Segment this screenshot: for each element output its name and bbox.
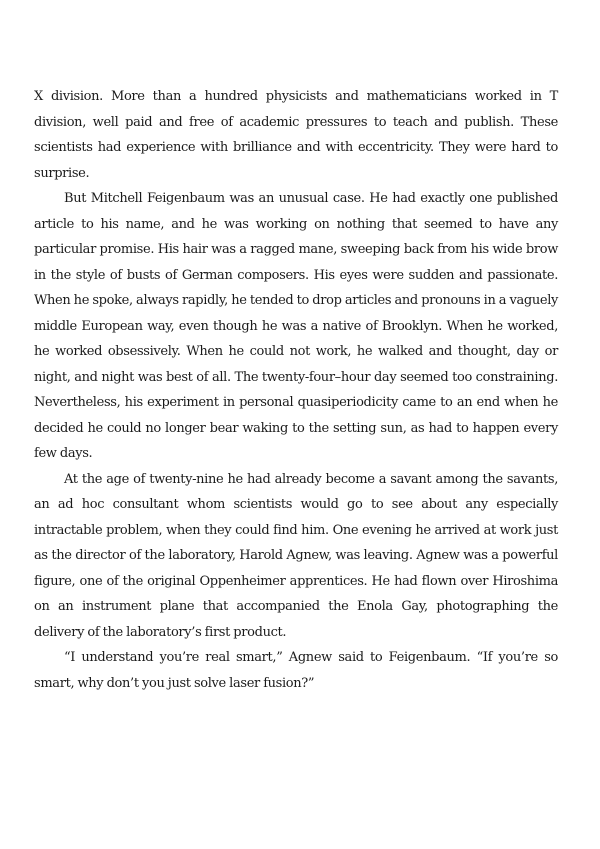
paragraph-2: But Mitchell Feigenbaum was an unusual case. He had exactly one published article to his name, and he was working on nothing that seemed to have any particular promise. His hair was a ragged mane, sweeping back from his wide brow in the style of busts of German composers. His eyes were sudden and passionate. When he spoke, always rapidly, he tended to drop articles and pronouns in a vaguely middle European way, even though he was a native of Brooklyn. When he worked, he worked obsessively. When he could not work, he walked and thought, day or night, and night was best of all. The twenty-four–hour day seemed too constraining. Nevertheless, his experiment in personal quasiperiodicity came to an end when he decided he could no longer bear waking to the setting sun, as had to happen every few days. [34, 191, 558, 461]
body-text [34, 84, 558, 696]
paragraph-1: X division. More than a hundred physicists and mathematicians worked in T division, well paid and free of academic pressures to teach and publish. These scientists had experience with brilliance and with eccentricity. They were hard to surprise. [34, 89, 558, 181]
paragraph-4: “I understand you’re real smart,” Agnew said to Feigenbaum. “If you’re so smart, why don’t you just solve laser fusion?” [34, 650, 558, 691]
paragraph-3: At the age of twenty-nine he had already become a savant among the savants, an ad hoc consultant whom scientists would go to see about any especially intractable problem, when they could find him. One evening he arrived at work just as the director of the laboratory, Harold Agnew, was leaving. Agnew was a powerful figure, one of the original Oppenheimer apprentices. He had flown over Hiroshima on an instrument plane that accompanied the Enola Gay, photographing the delivery of the laboratory’s first product. [34, 471, 558, 640]
